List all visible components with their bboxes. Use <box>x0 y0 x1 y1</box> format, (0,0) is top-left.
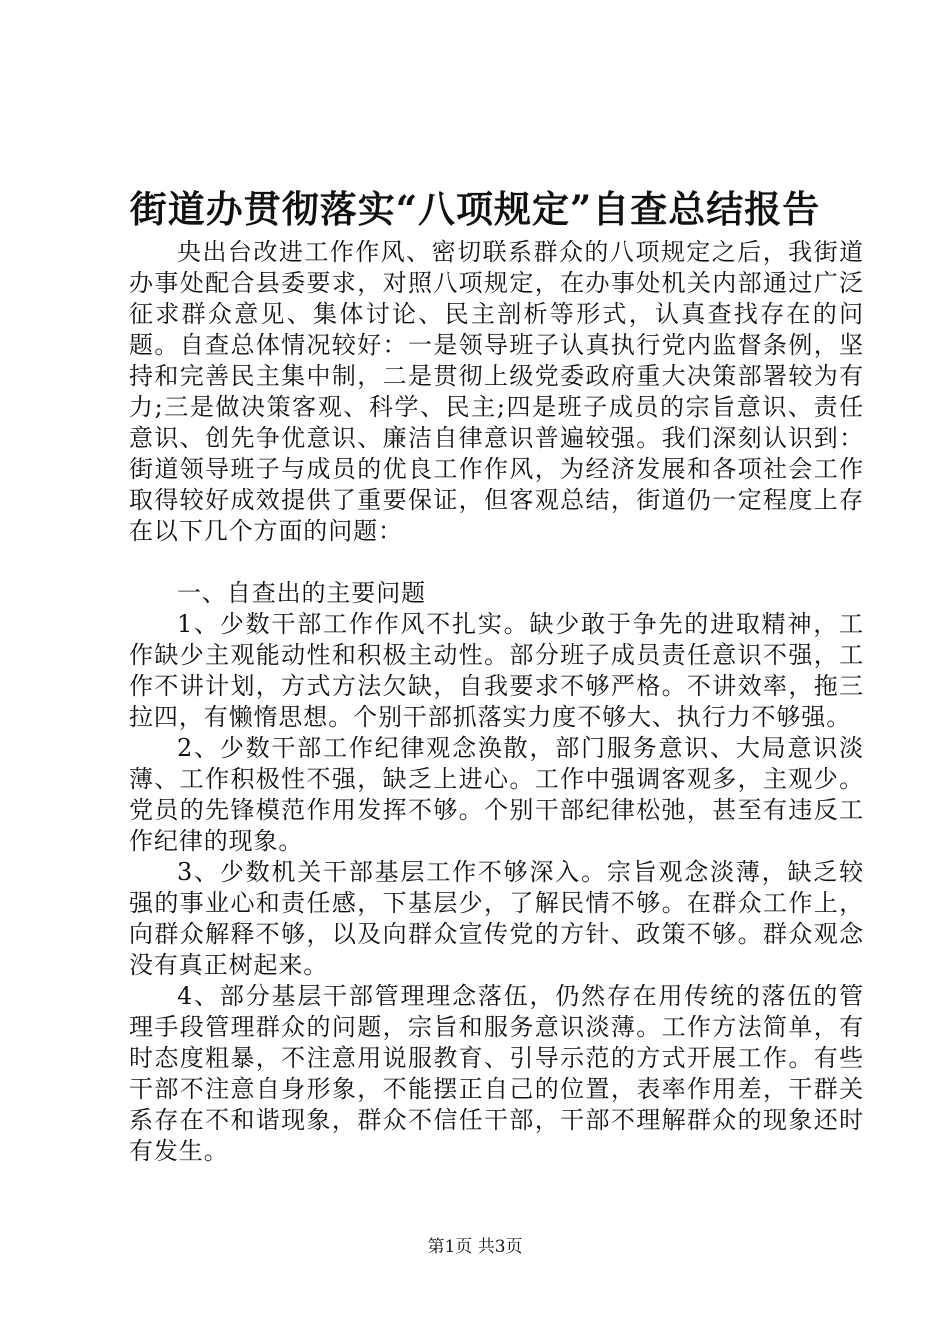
document-title: 街道办贯彻落实“八项规定”自查总结报告 <box>129 187 821 231</box>
problem-item-3: 3、少数机关干部基层工作不够深入。宗旨观念淡薄，缺乏较强的事业心和责任感，下基层少，了解民情不够。在群众工作上，向群众解释不够，以及向群众宣传党的方针、政策不够。群众观念没有真正树起来。 <box>129 858 864 979</box>
problem-item-2: 2、少数干部工作纪律观念涣散，部门服务意识、大局意识淡薄、工作积极性不强，缺乏上进心。工作中强调客观多，主观少。党员的先锋模范作用发挥不够。个别干部纪律松弛，甚至有违反工作纪律的现象。 <box>129 734 864 855</box>
intro-paragraph: 央出台改进工作作风、密切联系群众的八项规定之后，我街道办事处配合县委要求，对照八项规定，在办事处机关内部通过广泛征求群众意见、集体讨论、民主剖析等形式，认真查找存在的问题。自查总体情况较好：一是领导班子认真执行党内监督条例，坚持和完善民主集中制，二是贯彻上级党委政府重大决策部署较为有力;三是做决策客观、科学、民主;四是班子成员的宗旨意识、责任意识、创先争优意识、廉洁自律意识普遍较强。我们深刻认识到：街道领导班子与成员的优良工作作风，为经济发展和各项社会工作取得较好成效提供了重要保证，但客观总结，街道仍一定程度上存在以下几个方面的问题： <box>129 238 864 545</box>
problem-item-1: 1、少数干部工作作风不扎实。缺少敢于争先的进取精神，工作缺少主观能动性和积极主动性。部分班子成员责任意识不强，工作不讲计划，方式方法欠缺，自我要求不够严格。不讲效率，拖三拉四，有懒惰思想。个别干部抓落实力度不够大、执行力不够强。 <box>129 610 864 731</box>
problem-item-4: 4、部分基层干部管理理念落伍，仍然存在用传统的落伍的管理手段管理群众的问题，宗旨和服务意识淡薄。工作方法简单，有时态度粗暴，不注意用说服教育、引导示范的方式开展工作。有些干部不注意自身形象，不能摆正自己的位置，表率作用差，干群关系存在不和谐现象，群众不信任干部，干部不理解群众的现象还时有发生。 <box>129 982 864 1165</box>
document-body <box>129 237 864 1167</box>
page-footer: 第1页 共3页 <box>427 1237 523 1257</box>
paragraph-spacer <box>129 547 864 578</box>
section-heading: 一、自查出的主要问题 <box>177 579 426 607</box>
